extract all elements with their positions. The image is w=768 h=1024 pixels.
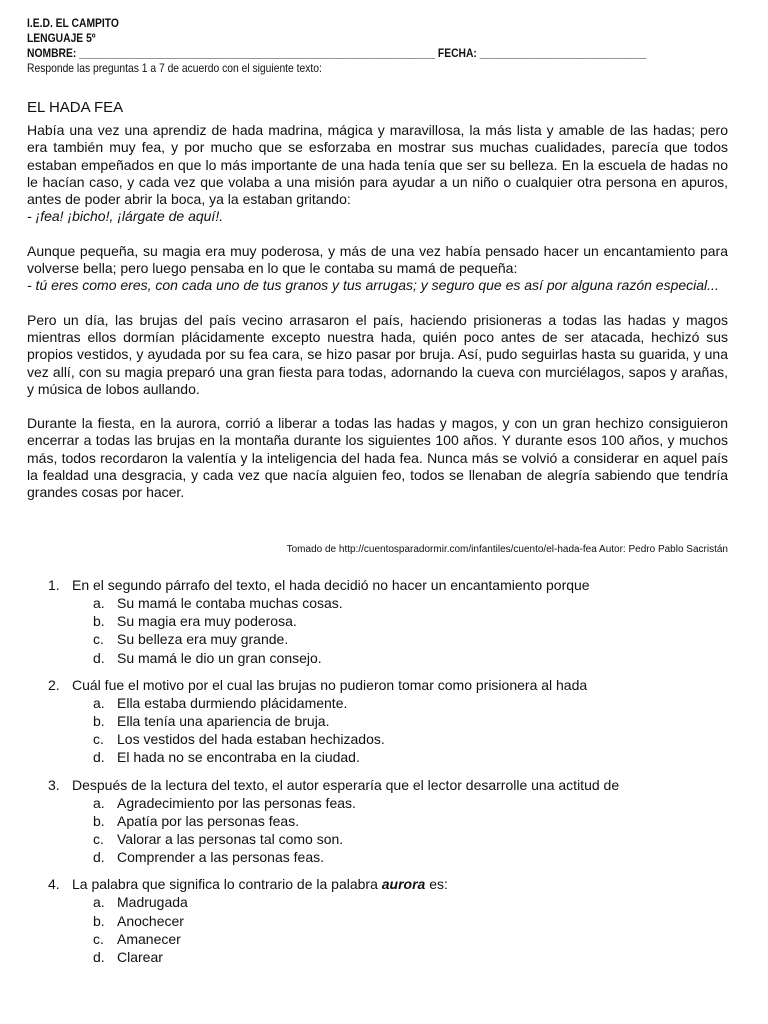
option-text: Amanecer: [117, 930, 181, 947]
paragraph-text: Había una vez una aprendiz de hada madrina, mágica y maravillosa, la más lista y amable de las hadas; pero era también muy fea, y por mucho que se esforzaba en mostrar sus muchas cualidades, parecía que todos estaban empeñados en que lo más importante de una hada tenía que ser su belleza. En la escuela de hadas no le hacían caso, y cada vez que volaba a una misión para ayudar a un niño o cualquier otra persona en apuros, antes de poder abrir la boca, ya la estaban gritando:: [27, 122, 728, 208]
worksheet-header: [27, 16, 747, 76]
answer-options: [48, 893, 738, 966]
option-letter: d.: [93, 649, 105, 666]
answer-option[interactable]: [93, 630, 738, 648]
story-paragraph: [27, 243, 728, 295]
answer-option[interactable]: [93, 748, 738, 766]
option-letter: b.: [93, 713, 105, 730]
answer-option[interactable]: [93, 794, 738, 812]
option-text: Su mamá le dio un gran consejo.: [117, 649, 322, 666]
answer-option[interactable]: [93, 912, 738, 930]
question-text: [48, 576, 738, 594]
school-name: I.E.D. EL CAMPITO: [27, 16, 119, 30]
option-letter: c.: [93, 831, 104, 848]
option-text: Su magia era muy poderosa.: [117, 613, 297, 630]
answer-options: [48, 594, 738, 667]
question-prompt: Después de la lectura del texto, el autor esperaría que el lector desarrolle una actitud de: [72, 776, 620, 793]
option-letter: a.: [93, 595, 105, 611]
question-prompt: La palabra que significa lo contrario de la palabra: [72, 876, 382, 893]
story-title: EL HADA FEA: [27, 99, 124, 116]
answer-option[interactable]: [93, 848, 738, 866]
story-paragraph: Durante la fiesta, en la aurora, corrió a liberar a todas las hadas y magos, y con un gran hechizo consiguieron encerrar a todas las brujas en la montaña durante los siguientes 100 años. Y durante esos 100 años, y muchos más, todos recordaron la valentía y la inteligencia del hada fea. Nunca más se volvió a considerar en aquel país la fealdad una desgracia, y cada vez que nacía alguien feo, todos se llenaban de alegría sabiendo que tendría grandes cosas por hacer.: [27, 415, 728, 501]
option-text: Agradecimiento por las personas feas.: [117, 794, 356, 811]
emphasized-word: aurora: [381, 876, 426, 893]
story-paragraph: Pero un día, las brujas del país vecino arrasaron el país, haciendo prisioneras a todas las hadas y magos mientras ellos dormían plácidamente excepto nuestra hada, quién poco antes de ser atacada, hechizó sus propios vestidos, y ayudada por su fea cara, se hizo pasar por bruja. Así, pudo seguirlas hasta su guarida, y una vez allí, con su magia preparó una gran fiesta para todas, adornando la cueva con murciélagos, sapos y arañas, y música de lobos aullando.: [27, 311, 728, 397]
option-text: Anochecer: [117, 912, 184, 929]
answer-option[interactable]: [93, 812, 738, 830]
question-text: [48, 875, 738, 893]
answer-option[interactable]: [93, 712, 738, 730]
question-number: 3.: [48, 776, 60, 793]
question-prompt: Cuál fue el motivo por el cual las brujas no pudieron tomar como prisionera al hada: [72, 676, 588, 693]
question-item: [48, 776, 738, 867]
option-text: Apatía por las personas feas.: [117, 812, 300, 829]
question-number: 4.: [48, 876, 60, 893]
story-paragraph: [27, 122, 728, 226]
option-text: Su mamá le contaba muchas cosas.: [117, 595, 343, 611]
option-letter: d.: [93, 749, 105, 766]
option-letter: a.: [93, 894, 105, 911]
option-letter: b.: [93, 613, 105, 630]
question-number: 2.: [48, 676, 60, 693]
option-letter: d.: [93, 849, 105, 866]
dialogue-quote: - ¡fea! ¡bicho!, ¡lárgate de aquí!.: [27, 208, 224, 225]
answer-options: [48, 794, 738, 867]
dialogue-quote: - tú eres como eres, con cada uno de tus granos y tus arrugas; y seguro que es así por alguna razón especial...: [27, 277, 719, 294]
question-item: [48, 576, 738, 667]
option-letter: d.: [93, 949, 105, 966]
option-letter: a.: [93, 694, 105, 711]
answer-option[interactable]: [93, 594, 738, 612]
answer-option[interactable]: [93, 649, 738, 667]
question-prompt-end: es:: [425, 876, 448, 893]
instruction-text: Responde las preguntas 1 a 7 de acuerdo con el siguiente texto:: [27, 61, 322, 75]
paragraph-text: Aunque pequeña, su magia era muy poderosa, y más de una vez había pensado hacer un encantamiento para volverse bella; pero luego pensaba en lo que le contaba su mamá de pequeña:: [27, 242, 728, 277]
answer-option[interactable]: [93, 893, 738, 911]
question-prompt: En el segundo párrafo del texto, el hada decidió no hacer un encantamiento porque: [72, 577, 590, 593]
subject-grade: LENGUAJE 5º: [27, 31, 96, 45]
option-text: Comprender a las personas feas.: [117, 849, 324, 866]
option-letter: b.: [93, 812, 105, 829]
option-text: El hada no se encontraba en la ciudad.: [117, 749, 360, 766]
source-citation: Tomado de http://cuentosparadormir.com/infantiles/cuento/el-hada-fea Autor: Pedro Pablo Sacristán: [286, 544, 728, 555]
option-text: Ella tenía una apariencia de bruja.: [117, 713, 330, 730]
option-letter: c.: [93, 731, 104, 748]
option-text: Su belleza era muy grande.: [117, 631, 289, 648]
question-list: [48, 576, 738, 975]
option-text: Valorar a las personas tal como son.: [117, 831, 344, 848]
option-text: Ella estaba durmiendo plácidamente.: [117, 694, 348, 711]
answer-option[interactable]: [93, 830, 738, 848]
option-letter: b.: [93, 912, 105, 929]
option-text: Madrugada: [117, 894, 188, 911]
question-text: [48, 676, 738, 694]
story-text: [27, 122, 728, 519]
answer-options: [48, 694, 738, 767]
option-letter: c.: [93, 930, 104, 947]
option-letter: c.: [93, 631, 104, 648]
option-letter: a.: [93, 794, 105, 811]
question-item: [48, 676, 738, 767]
option-text: Clarear: [117, 949, 163, 966]
answer-option[interactable]: [93, 930, 738, 948]
answer-option[interactable]: [93, 694, 738, 712]
option-text: Los vestidos del hada estaban hechizados.: [117, 731, 385, 748]
answer-option[interactable]: [93, 730, 738, 748]
name-date-line: NOMBRE: ______________________________________________________________ FECHA: _____________________________: [27, 46, 647, 60]
question-item: [48, 875, 738, 966]
answer-option[interactable]: [93, 948, 738, 966]
question-text: [48, 776, 738, 794]
question-number: 1.: [48, 577, 60, 593]
answer-option[interactable]: [93, 612, 738, 630]
